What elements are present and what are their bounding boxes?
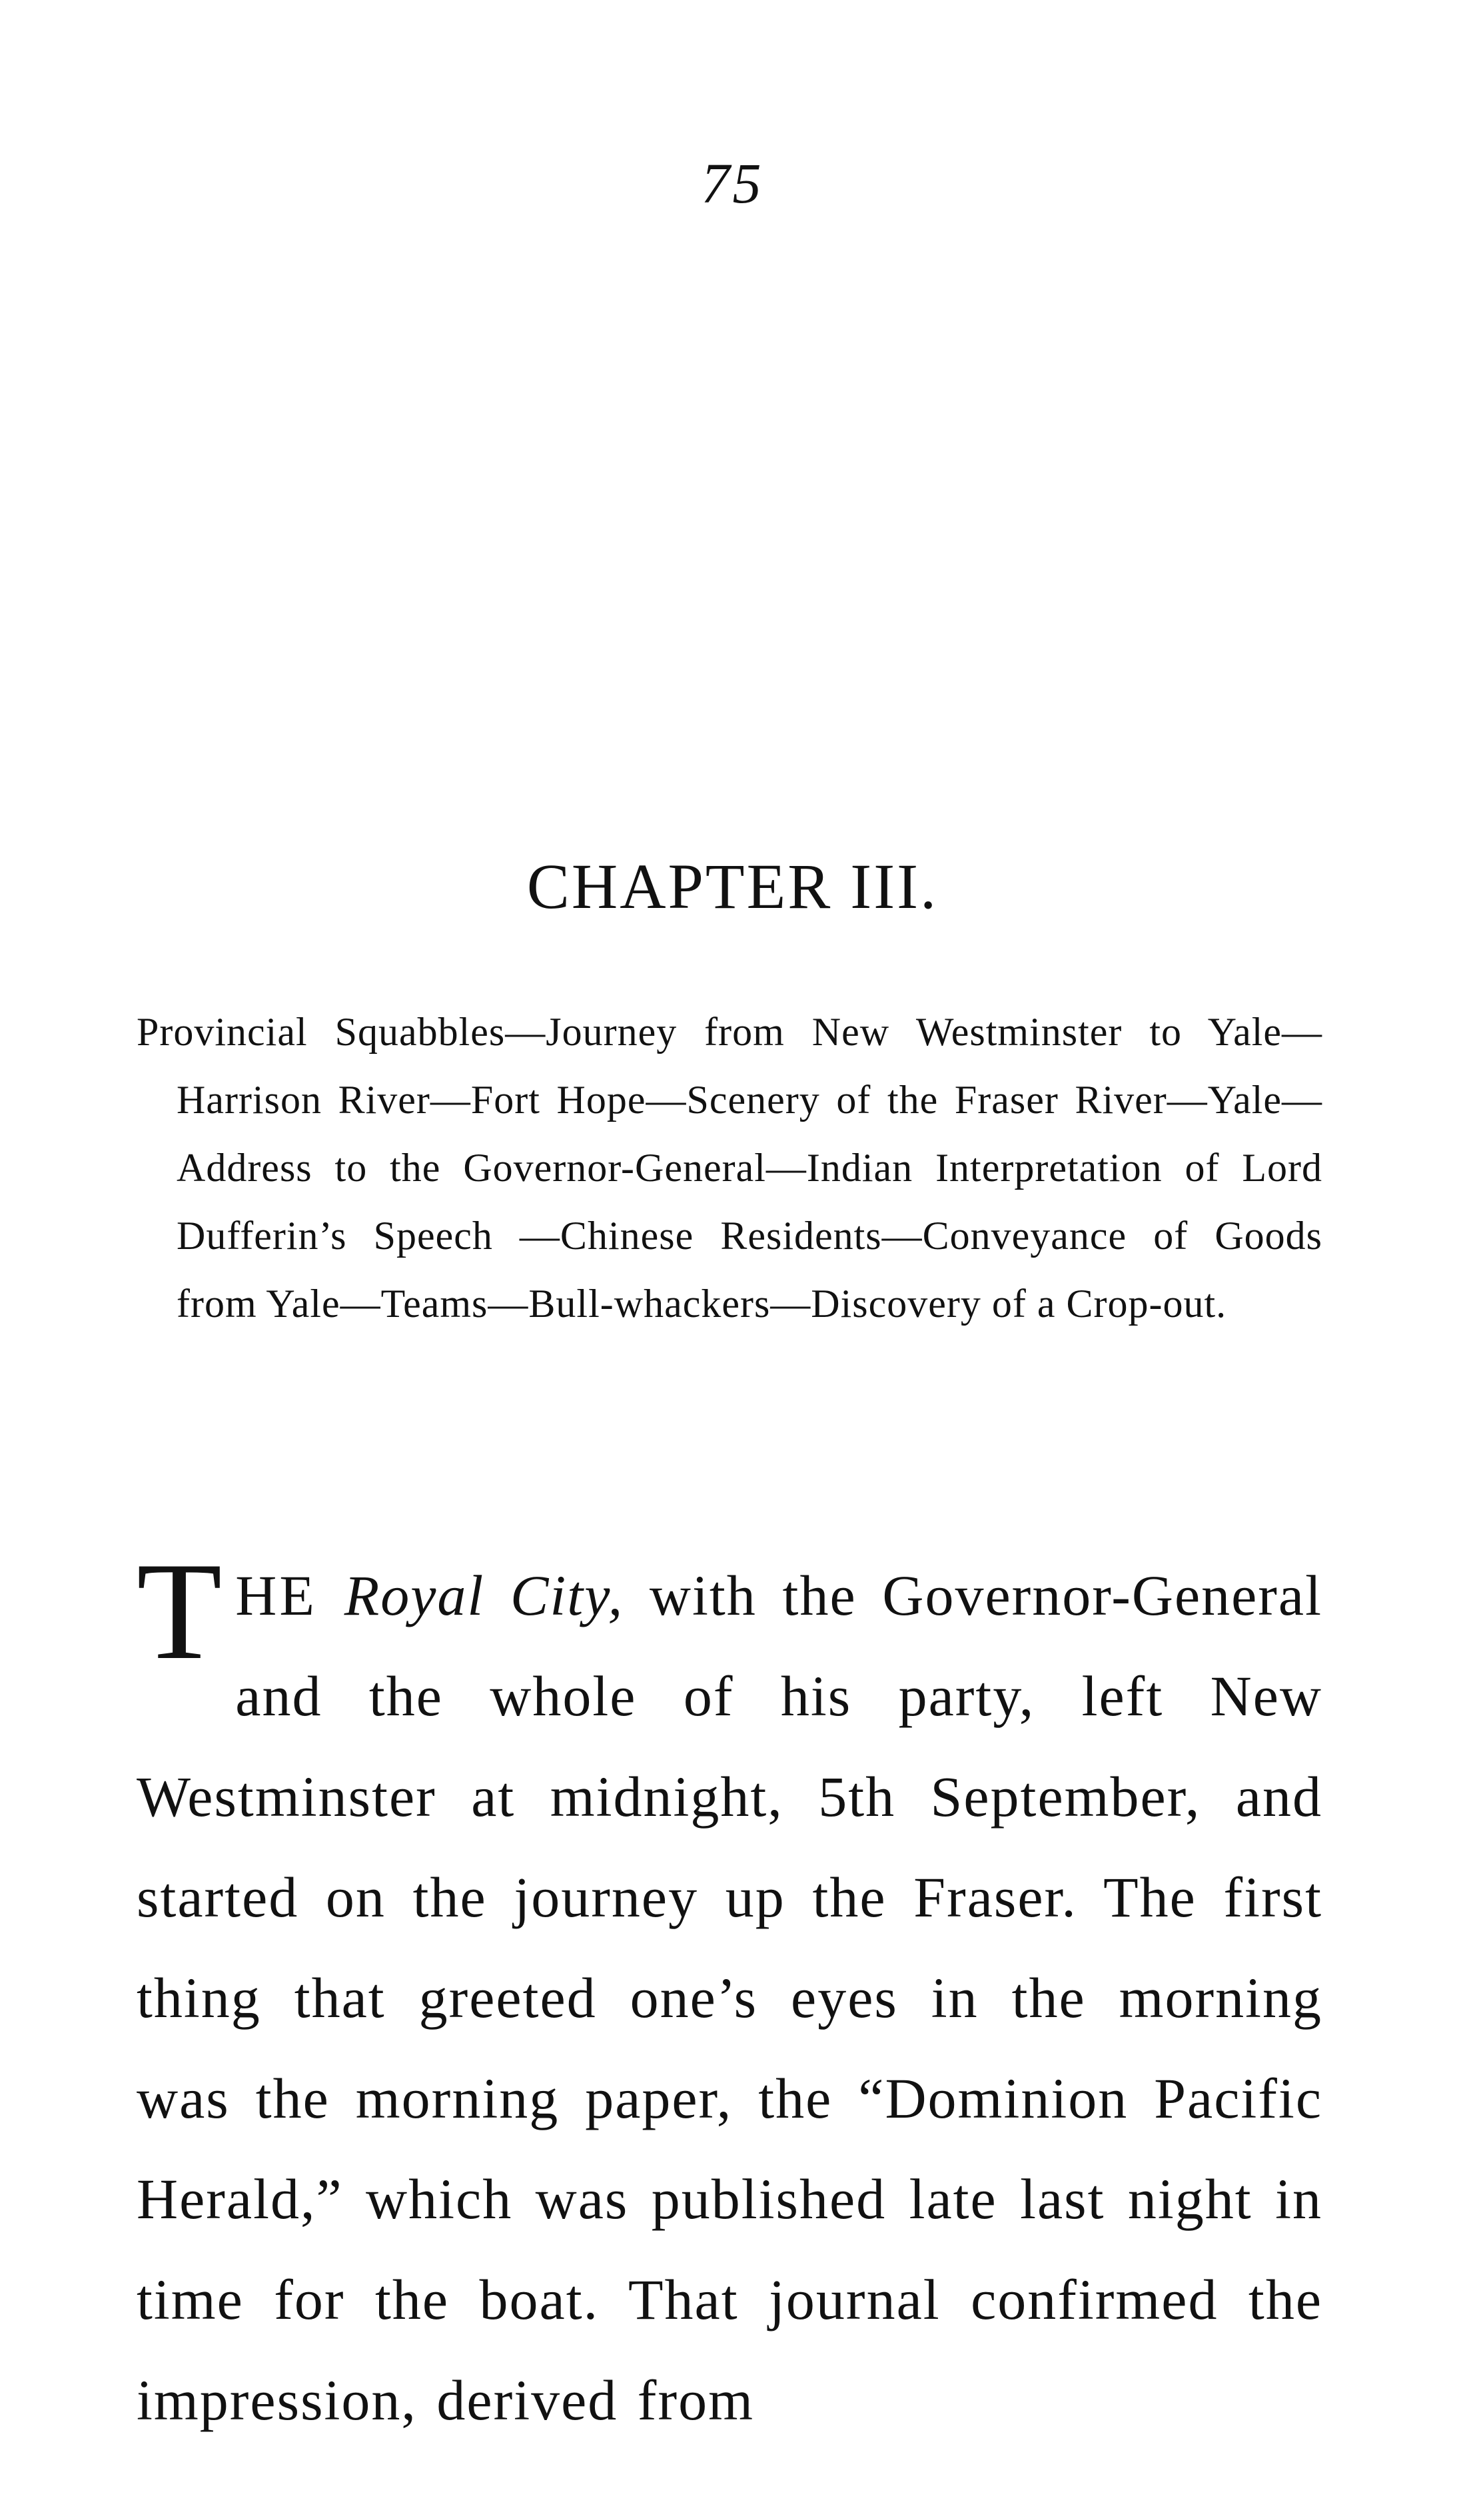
body-paragraph	[137, 1534, 1322, 2451]
chapter-title: CHAPTER III.	[526, 851, 939, 922]
drop-cap: T	[137, 1534, 224, 1689]
ship-name: Royal City,	[344, 1563, 650, 1627]
chapter-synopsis: Provincial Squabbles—Journey from New Westminster to Yale—Harrison River—Fort Hope—Scenery of the Fraser River—Yale—Address to the Governor-General—Indian Interpretation of Lord Dufferin’s Speech —Chinese Residents—Conveyance of Goods from Yale—Teams—Bull-whackers—Discovery of a Crop-out.	[137, 1010, 1322, 1326]
paragraph-text: with the Governor-General and the whole of his party, left New Westminster at midnight, 5th September, and started on the journey up the Fraser. The first thing that greeted one’s eyes in the morning was the morning paper, the “Dominion Pacific Herald,” which was published late last night in time for the boat. That journal confirmed the impression, derived from	[137, 1563, 1322, 2432]
lead-word: HE	[235, 1563, 344, 1627]
page-number: 75	[701, 151, 764, 215]
